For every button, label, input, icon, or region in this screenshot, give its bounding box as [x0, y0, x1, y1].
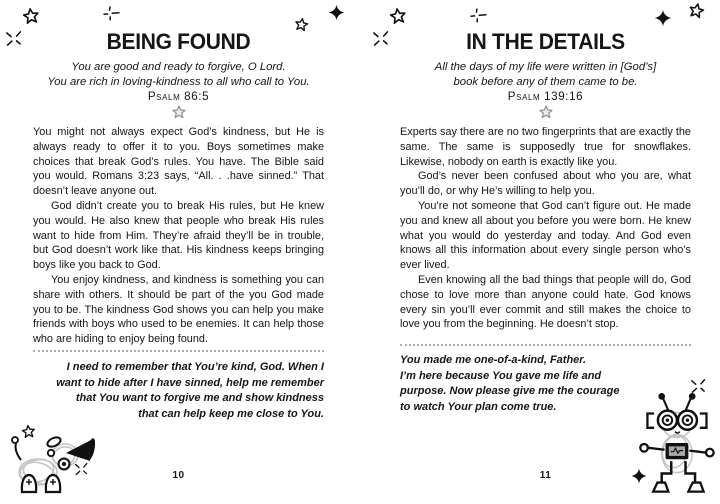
page-title: BEING FOUND [106, 30, 251, 55]
robot-illustration [636, 390, 716, 498]
dotted-divider [33, 350, 324, 352]
star-outline-icon [21, 6, 41, 26]
prayer-line: to watch Your plan come true. [400, 400, 557, 413]
body-paragraph: God’s never been confused about who you are, what you’ll do, or why He’s willing to help you. [400, 170, 691, 198]
prayer-line: I need to remember that You’re kind, God. When I [66, 361, 324, 373]
prayer-line: that You want to forgive me and show kindness [75, 392, 324, 405]
body-paragraph: God didn’t create you to break His rules, but He knew you would. He also knew that people who break His rules want to hide from Him. They’re afraid they’ll be in trouble, but God doesn’t work like that. His kindness keeps bringing boys like you back to God. [33, 199, 324, 272]
burst-sparkle-icon [5, 30, 23, 48]
prayer-line: that can help keep me close to You. [138, 407, 324, 420]
verse-line: book before any of them came to be. [453, 75, 638, 88]
prayer-line: I’m here because You gave me life and [400, 369, 602, 382]
scripture-reference: Psalm 139:16 [507, 90, 584, 103]
prayer-line: You made me one-of-a-kind, Father. [400, 354, 587, 366]
prayer-text [33, 360, 324, 422]
page-title: IN THE DETAILS [466, 30, 625, 55]
four-point-star-icon [654, 9, 672, 27]
four-point-star-icon [631, 468, 647, 484]
scripture-verse [33, 60, 324, 89]
body-paragraph: Even knowing all the bad things that people will do, God chose to love more than anyone could hate. God knows every sin you’ll ever commit and still makes the choice to love you from the beginning. He doesn’t stop. [400, 273, 691, 331]
star-divider-icon [171, 104, 187, 120]
body-paragraph: You enjoy kindness, and kindness is something you can share with others. It should be part of the you God made you to be. The kindness God shows you can help you make friends with boys who used to be enemies. It can help those who are hiding to enjoy being found. [33, 273, 324, 346]
body-paragraph: You might not always expect God’s kindness, but He is always ready to offer it to you. Boys sometimes make choices that break God’s rules. You have. The Bible said you would. Romans 3:23 says, “All. . .have sinned.” That doesn’t leave anyone out. [33, 126, 324, 198]
left-page [33, 0, 324, 504]
star-outline-icon [293, 16, 310, 33]
dash-sparkle-icon [470, 7, 487, 24]
devotional-body [400, 125, 691, 332]
star-outline-icon [686, 0, 706, 20]
verse-line: You are good and ready to forgive, O Lord. [71, 61, 286, 73]
devotional-body [33, 125, 324, 347]
body-paragraph: Experts say there are no two fingerprints that are exactly the same. The same is supposedly true for snowflakes. Likewise, nobody on earth is exactly like you. [400, 126, 691, 168]
page-number: 10 [172, 470, 185, 481]
verse-line: All the days of my life were written in [God’s] [434, 61, 657, 73]
star-outline-icon [388, 6, 408, 26]
star-divider-icon [538, 104, 554, 120]
four-point-star-icon [328, 4, 345, 21]
scripture-verse [400, 60, 691, 89]
body-paragraph: You’re not someone that God can’t figure out. He made you and knew all about you before you were born. He knew what you would do yesterday and today. And God even knows all this information about every single person who’s ever lived. [400, 199, 691, 272]
burst-sparkle-icon [74, 462, 89, 477]
burst-sparkle-icon [372, 30, 390, 48]
prayer-line: purpose. Now please give me the courage [400, 385, 620, 398]
dash-sparkle-icon [103, 5, 120, 22]
scripture-reference: Psalm 86:5 [147, 90, 210, 103]
page-number: 11 [539, 470, 552, 481]
verse-line: You are rich in loving-kindness to all who call to You. [47, 75, 310, 88]
dotted-divider [400, 344, 691, 346]
prayer-line: want to hide after I have sinned, help me remember [56, 376, 324, 389]
